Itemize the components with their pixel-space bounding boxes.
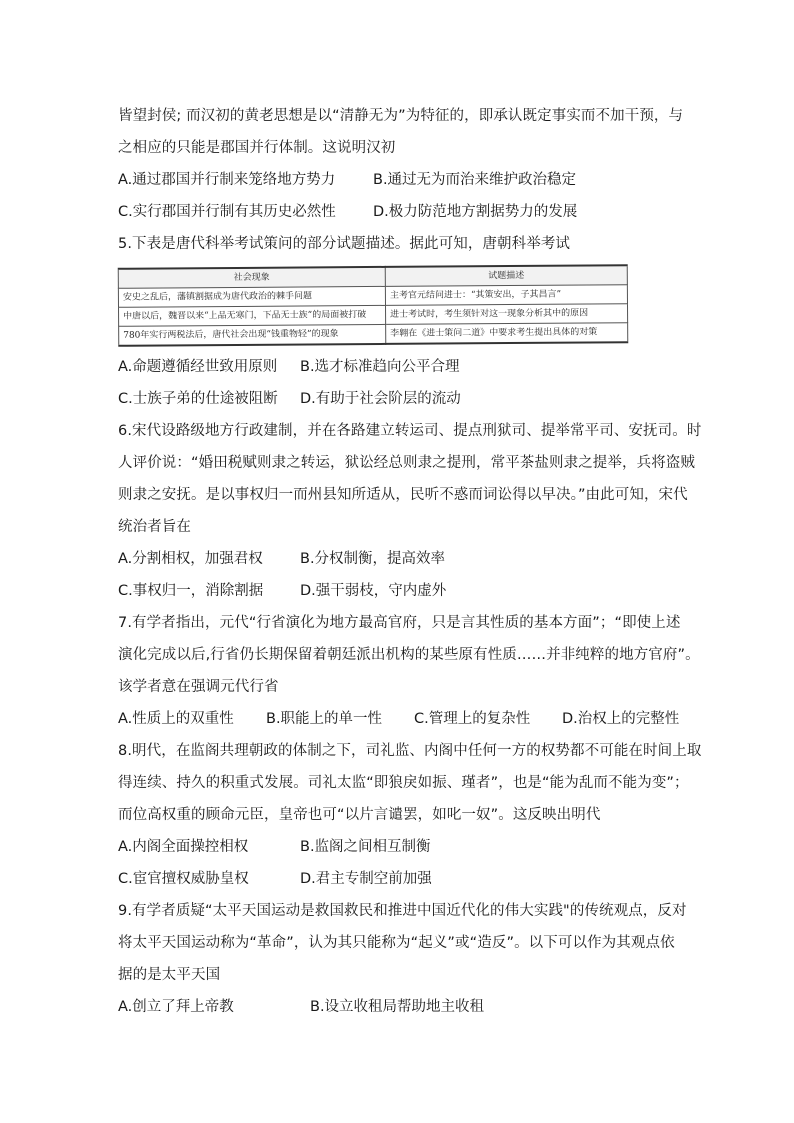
q4-options-row-2 <box>118 196 680 228</box>
table-cell: 主考官元结问进士：“其策安出，子其昌言” <box>385 285 627 306</box>
q5-table-header-description: 试题描述 <box>385 265 627 286</box>
q6-option-b[interactable]: B.分权制衡，提高效率 <box>300 551 446 567</box>
q5-options-row-2 <box>118 383 680 415</box>
q9-options-row-1 <box>118 991 680 1023</box>
table-cell: 安史之乱后，藩镇割据成为唐代政治的棘手问题 <box>118 286 385 307</box>
q6-option-d[interactable]: D.强干弱枝，守内虚外 <box>300 583 447 599</box>
q5-table <box>118 264 629 347</box>
q7-option-c[interactable]: C.管理上的复杂性 <box>414 711 531 727</box>
q4-option-c[interactable]: C.实行郡国并行制有其历史必然性 <box>118 204 336 220</box>
intro-line-1: 皆望封侯; 而汉初的黄老思想是以“清静无为”为特征的，即承认既定事实而不加干预，与 <box>118 108 684 124</box>
q6-options-row-1 <box>118 543 680 575</box>
q5-options-row-1 <box>118 351 680 383</box>
q8-option-b[interactable]: B.监阁之间相互制衡 <box>300 839 431 855</box>
q5-option-c[interactable]: C.士族子弟的仕途被阻断 <box>118 391 278 407</box>
q7-options-row <box>118 703 680 735</box>
q7-option-a[interactable]: A.性质上的双重性 <box>118 711 234 727</box>
q4-option-a[interactable]: A.通过郡国并行制来笼络地方势力 <box>118 172 336 188</box>
q9-option-a[interactable]: A.创立了拜上帝教 <box>118 999 234 1015</box>
q8-option-c[interactable]: C.宦官擅权威胁皇权 <box>118 871 249 887</box>
q5-table-header-phenomenon: 社会现象 <box>118 267 385 288</box>
q9-option-b[interactable]: B.设立收租局帮助地主收租 <box>310 999 485 1015</box>
q6-line-1: 6.宋代设路级地方行政建制，并在各路建立转运司、提点刑狱司、提举常平司、安抚司。时 <box>118 423 702 439</box>
q8-line-3: 而位高权重的顾命元臣，皇帝也可“以片言谴罢，如叱一奴”。这反映出明代 <box>118 807 601 823</box>
q7-option-d[interactable]: D.治权上的完整性 <box>562 711 680 727</box>
q6-options-row-2 <box>118 575 680 607</box>
q8-line-2: 得连续、持久的积重式发展。司礼太监“即狼戾如振、瑾者”，也是“能为乱而不能为变”； <box>118 775 689 791</box>
q5-option-a[interactable]: A.命题遵循经世致用原则 <box>118 359 278 375</box>
q7-line-2: 演化完成以后,行省仍长期保留着朝廷派出机构的某些原有性质……并非纯粹的地方官府”。 <box>118 647 700 663</box>
q6-line-4: 统治者旨在 <box>118 519 191 535</box>
q8-line-1: 8.明代，在监阁共理朝政的体制之下，司礼监、内阁中任何一方的权势都不可能在时间上取 <box>118 743 702 759</box>
table-cell: 780年实行两税法后，唐代社会出现“钱重物轻”的现象 <box>119 324 386 345</box>
table-cell: 中唐以后，魏晋以来“上品无寒门，下品无士族”的局面被打破 <box>119 305 386 326</box>
q8-option-a[interactable]: A.内阁全面操控相权 <box>118 839 249 855</box>
q5-option-b[interactable]: B.选才标准趋向公平合理 <box>300 359 460 375</box>
q4-options-row-1 <box>118 164 680 196</box>
q4-option-d[interactable]: D.极力防范地方割据势力的发展 <box>373 204 578 220</box>
q8-options-row-1 <box>118 831 680 863</box>
exam-page <box>118 100 702 1023</box>
q9-line-2: 将太平天国运动称为“革命”，认为其只能称为“起义”或“造反”。以下可以作为其观点依 <box>118 935 675 951</box>
q6-line-3: 则隶之安抚。是以事权归一而州县知所适从，民听不惑而词讼得以早决。”由此可知，宋代 <box>118 487 688 503</box>
q7-option-b[interactable]: B.职能上的单一性 <box>266 711 383 727</box>
q4-option-b[interactable]: B.通过无为而治来维护政治稳定 <box>373 172 577 188</box>
q5-stem: 5.下表是唐代科举考试策问的部分试题描述。据此可知，唐朝科举考试 <box>118 236 571 252</box>
q7-line-3: 该学者意在强调元代行省 <box>118 679 279 695</box>
q8-options-row-2 <box>118 863 680 895</box>
q5-table-container <box>118 266 680 345</box>
q6-line-2: 人评价说：“婚田税赋则隶之转运，狱讼经总则隶之提刑，常平茶盐则隶之提举，兵将盗贼 <box>118 455 696 471</box>
table-cell: 进士考试时，考生须针对这一现象分析其中的原因 <box>385 304 627 325</box>
table-cell: 李翱在《进士策问二道》中要求考生提出具体的对策 <box>386 323 628 344</box>
q5-option-d[interactable]: D.有助于社会阶层的流动 <box>300 391 461 407</box>
q7-line-1: 7.有学者指出，元代“行省演化为地方最高官府，只是言其性质的基本方面”；“即使上述 <box>118 615 681 631</box>
q6-option-c[interactable]: C.事权归一，消除割据 <box>118 583 264 599</box>
intro-line-2: 之相应的只能是郡国并行体制。这说明汉初 <box>118 140 396 156</box>
q9-line-1: 9.有学者质疑“太平天国运动是救国救民和推进中国近代化的伟大实践"的传统观点，反对 <box>118 903 687 919</box>
q9-line-3: 据的是太平天国 <box>118 967 221 983</box>
q6-option-a[interactable]: A.分割相权，加强君权 <box>118 551 263 567</box>
q8-option-d[interactable]: D.君主专制空前加强 <box>300 871 432 887</box>
table-row <box>119 323 628 346</box>
